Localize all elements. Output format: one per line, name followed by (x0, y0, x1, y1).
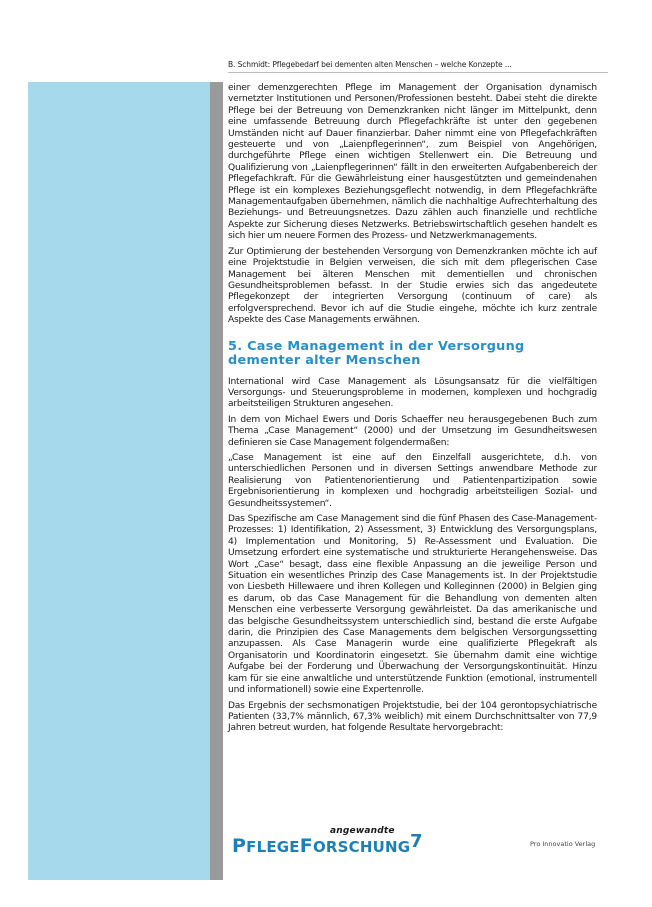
paragraph: In dem von Michael Ewers und Doris Schaeffer neu herausgegebenen Buch zum Thema „Case Management“ (2000) und der Umsetzung im Gesundheitswesen definieren sie Case Management folgendermaßen: (228, 414, 597, 448)
paragraph: Das Ergebnis der sechsmonatigen Projektstudie, bei der 104 gerontopsychiatrische Patienten (33,7% männlich, 67,3% weiblich) mit einem Durchschnittsalter von 77,9 Jahren betreut wurden, hat folgende Resultate hervorgebracht: (228, 700, 597, 734)
decorative-sidebar (28, 82, 210, 880)
paragraph: Zur Optimierung der bestehenden Versorgung von Demenzkranken möchte ich auf eine Projektstudie in Belgien verweisen, die sich mit dem pflegerischen Case Management bei älteren Menschen mit dementiellen und chronischen Gesundheitsproblemen befasst. In der Studie erwies sich das angedeutete Pflegekonzept der integrierten Versorgung (continuum of care) als erfolgversprechend. Bevor ich auf die Studie eingehe, möchte ich kurz zentrale Aspekte des Case Managements erwähnen. (228, 246, 597, 326)
page-number: 7 (410, 831, 423, 852)
section-heading: 5. Case Management in der Versorgung dementer alter Menschen (228, 338, 525, 369)
logo-small-text: angewandte (330, 826, 395, 836)
publisher-name: Pro Innovatio Verlag (530, 840, 596, 848)
journal-logo (232, 826, 432, 856)
logo-main-text (232, 835, 410, 857)
logo-letter: P (232, 835, 247, 857)
paragraph: International wird Case Management als Lösungsansatz für die vielfältigen Versorgungs- und Steuerungsprobleme in modernen, komplexen und hochgradig arbeitsteiligen Strukturen angesehen. (228, 376, 597, 410)
logo-letter: F (299, 835, 313, 857)
logo-part: ORSCHUNG (312, 838, 411, 856)
paragraph: einer demenzgerechten Pflege im Management der Organisation dynamisch vernetzter Institutionen und Personen/Professionen besteht. Dabei steht die direkte Pflege bei der Betreuung von Demenzkranken nicht länger im Mittelpunkt, denn eine umfassende Betreuung durch Pflegefachkräfte ist unter den gegebenen Umständen nicht auf Dauer finanzierbar. Daher nimmt eine von Pflegefachkräften gesteuerte und von „Laienpflegerinnen“, zum Beispiel von Angehörigen, durchgeführte Pflege einen wichtigen Stellenwert ein. Die Betreuung und Qualifizierung von „Laienpflegerinnen“ fällt in den erweiterten Aufgabenbereich der Pflegefachkraft. Für die Gewährleistung einer hausgestützten und gemeindenahen Pflege ist ein komplexes Beziehungsgeflecht notwendig, in dem Pflegefachkräfte Managementaufgaben übernehmen, nämlich die nachhaltige Aufrechterhaltung des Beziehungs- und Betreuungsnetzes. Dazu zählen auch finanzielle und rechtliche Aspekte zur Sicherung dieses Netzwerks. Betriebswirtschaftlich gesehen handelt es sich hier um neuere Formen des Prozess- und Netzwerkmanagements. (228, 83, 597, 242)
article-body (228, 83, 597, 739)
quote-paragraph: „Case Management ist eine auf den Einzelfall ausgerichtete, d.h. von unterschiedlichen Personen und in diversen Settings anwendbare Methode zur Realisierung von Patientenorientierung und Patientenpartizipation sowie Ergebnisorientierung in komplexen und hochgradig arbeitsteiligen Sozial- und Gesundheitssystemen“. (228, 452, 597, 509)
logo-part: FLEGE (246, 838, 300, 856)
running-head: B. Schmidt: Pflegebedarf bei dementen alten Menschen – welche Konzepte ... (228, 60, 608, 73)
decorative-gray-bar (210, 82, 223, 880)
paragraph: Das Spezifische am Case Management sind die fünf Phasen des Case-Management-Prozesses: 1) Identifikation, 2) Assessment, 3) Entwicklung des Versorgungsplans, 4) Implementation und Monitoring, 5) Re-Assessment und Evaluation. Die Umsetzung erfordert eine systematische und strukturierte Herangehensweise. Das Wort „Case“ besagt, dass eine flexible Anpassung an die jeweilige Person und Situation ein wesentliches Prinzip des Case Managements ist. In der Projektstudie von Liesbeth Hillewaere und ihren Kollegen und Kolleginnen (2000) in Belgien ging es darum, ob das Case Management für die Behandlung von dementen alten Menschen eine verbesserte Versorgung gewährleistet. Da das amerikanische und das belgische Gesundheitssystem unterschiedlich sind, bestand die erste Aufgabe darin, die Prinzipien des Case Managements dem belgischen Versorgungssetting anzupassen. Als Case Managerin wurde eine qualifizierte Pflegekraft als Organisatorin und Koordinatorin eingesetzt. Sie übernahm damit eine wichtige Aufgabe bei der Forderung und Überwachung der Versorgungskontinuität. Hinzu kam für sie eine anwaltliche und unterstützende Funktion (emotional, instrumentell und informationell) sowie eine Expertenrolle. (228, 514, 597, 696)
